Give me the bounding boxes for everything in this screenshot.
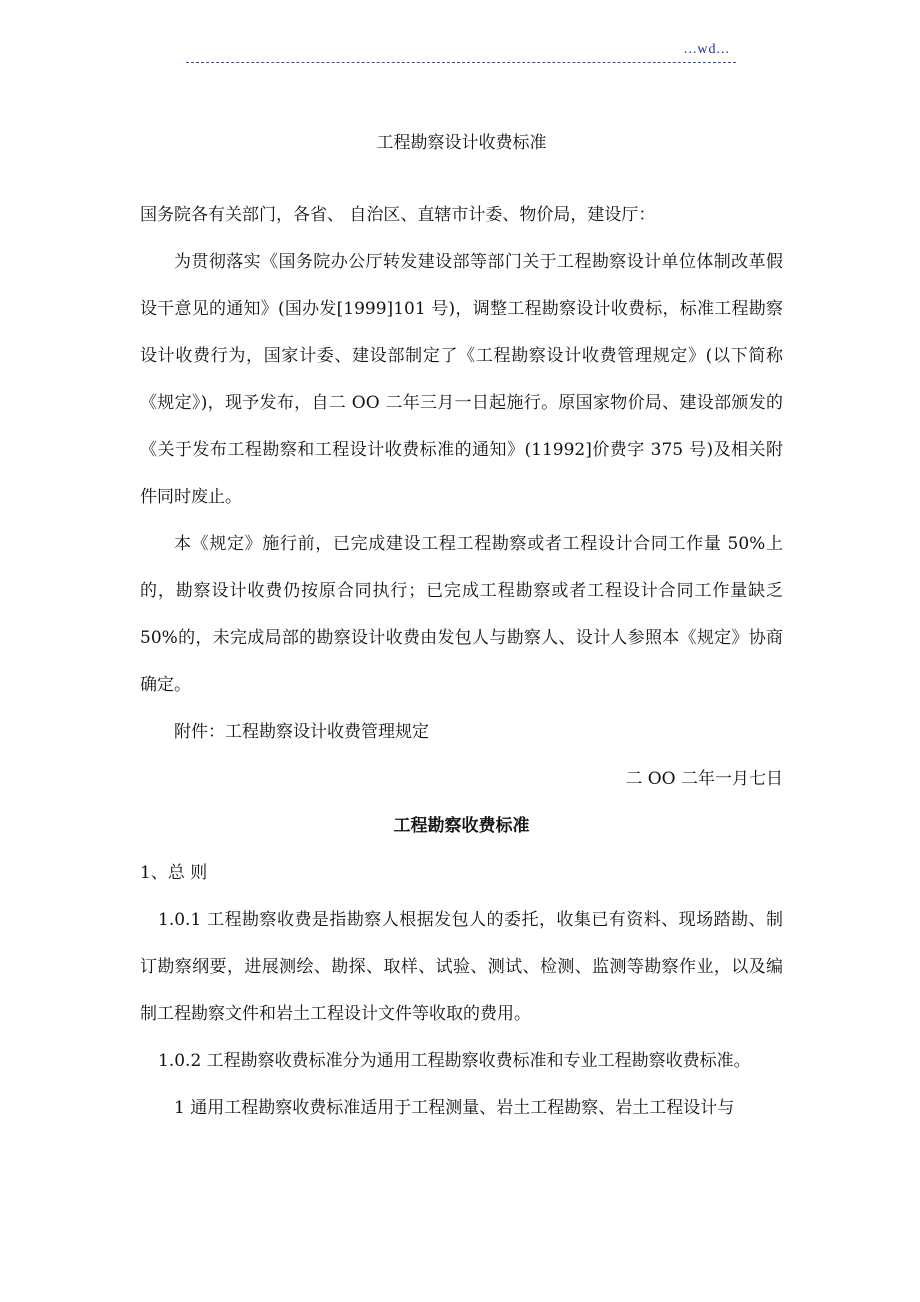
clause: 1.0.1 工程勘察收费是指勘察人根据发包人的委托，收集已有资料、现场踏勘、制订勘察纲要，进展测绘、勘探、取样、试验、测试、检测、监测等勘察作业，以及编制工程勘察文件和岩土工程设计文件等收取的费用。: [140, 910, 783, 1024]
document-title: 工程勘察设计收费标准: [376, 133, 547, 153]
issue-date: 二 OO 二年一月七日: [625, 769, 783, 789]
attachment-line: 附件：工程勘察设计收费管理规定: [174, 722, 429, 742]
document-body: [140, 120, 783, 1132]
section-title: 工程勘察收费标准: [393, 816, 530, 836]
section-heading: 1、总 则: [140, 863, 208, 883]
header-mark: ...wd...: [683, 42, 730, 57]
page-header: [186, 40, 736, 63]
clause: 1 通用工程勘察收费标准适用于工程测量、岩土工程勘察、岩土工程设计与: [174, 1098, 735, 1118]
paragraph: 本《规定》施行前，已完成建设工程工程勘察或者工程设计合同工作量 50%上的，勘察设计收费仍按原合同执行；已完成工程勘察或者工程设计合同工作量缺乏 50%的，未完成局部的勘察设计收费由发包人与勘察人、设计人参照本《规定》协商确定。: [140, 534, 783, 695]
salutation: 国务院各有关部门，各省、 自治区、直辖市计委、物价局，建设厅：: [140, 205, 656, 225]
paragraph: 为贯彻落实《国务院办公厅转发建设部等部门关于工程勘察设计单位体制改革假设干意见的通知》(国办发[1999]101 号)，调整工程勘察设计收费标，标准工程勘察设计收费行为，国家计委、建设部制定了《工程勘察设计收费管理规定》(以下简称《规定》)，现予发布，自二 OO 二年三月一日起施行。原国家物价局、建设部颁发的《关于发布工程勘察和工程设计收费标准的通知》(11992]价费字 375 号)及相关附件同时废止。: [140, 252, 783, 507]
clause: 1.0.2 工程勘察收费标准分为通用工程勘察收费标准和专业工程勘察收费标准。: [158, 1051, 751, 1071]
